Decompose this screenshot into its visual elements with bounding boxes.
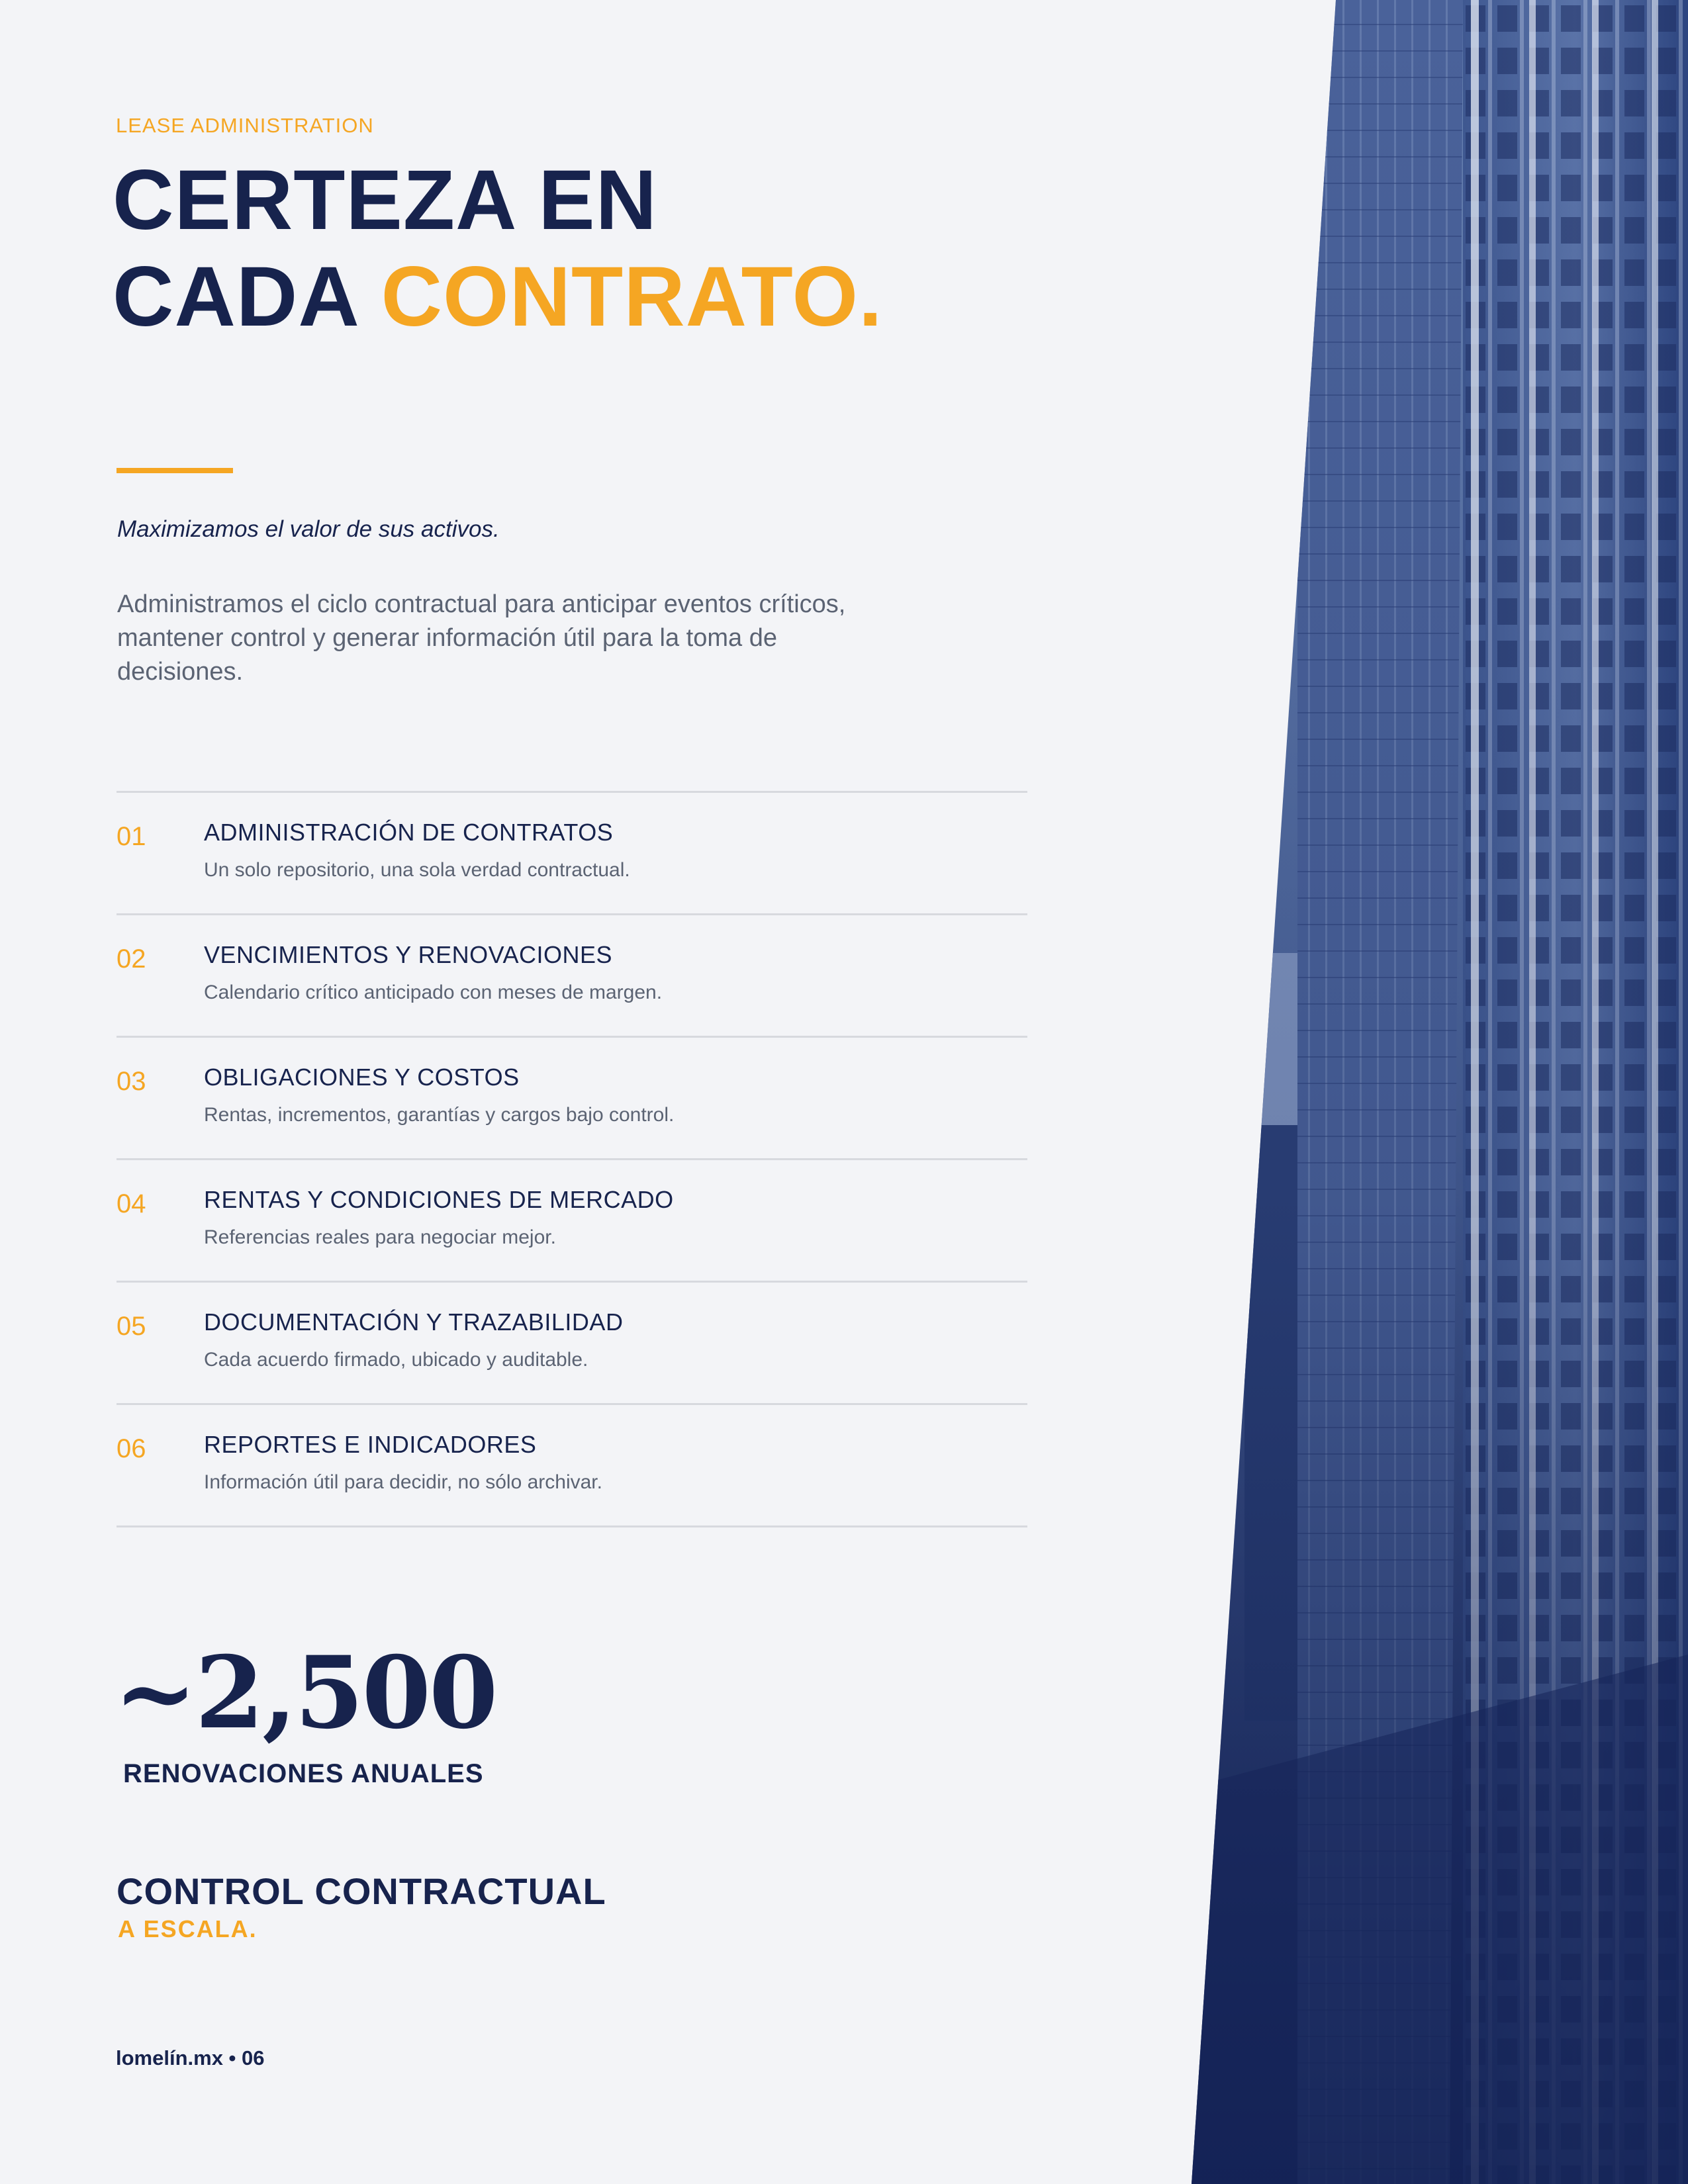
service-description: Rentas, incrementos, garantías y cargos bajo control. — [204, 1104, 675, 1126]
service-description: Referencias reales para negociar mejor. — [204, 1226, 556, 1248]
tagline: Maximizamos el valor de sus activos. — [117, 516, 500, 542]
service-item — [117, 1403, 1027, 1527]
service-item — [117, 1158, 1027, 1281]
service-title: VENCIMIENTOS Y RENOVACIONES — [204, 941, 612, 968]
intro-paragraph: Administramos el ciclo contractual para anticipar eventos críticos, mantener control y generar información útil para la toma de decisiones. — [117, 590, 846, 686]
page-footer: lomelín.mx • 06 — [116, 2046, 265, 2070]
service-title: OBLIGACIONES Y COSTOS — [204, 1064, 520, 1091]
page-headline — [113, 152, 883, 345]
service-item — [117, 791, 1027, 913]
eyebrow-label: LEASE ADMINISTRATION — [116, 114, 374, 137]
service-title: REPORTES E INDICADORES — [204, 1431, 537, 1458]
service-description: Información útil para decidir, no sólo archivar. — [204, 1471, 602, 1493]
stat-label: RENOVACIONES ANUALES — [123, 1759, 484, 1788]
service-title: RENTAS Y CONDICIONES DE MERCADO — [204, 1186, 674, 1213]
service-number: 04 — [117, 1189, 146, 1218]
service-number: 01 — [117, 822, 146, 851]
service-title: ADMINISTRACIÓN DE CONTRATOS — [204, 819, 614, 846]
claim-subheading: A ESCALA. — [118, 1915, 258, 1942]
stat-value: ~2,500 — [114, 1635, 496, 1751]
accent-divider — [117, 468, 233, 473]
service-item — [117, 913, 1027, 1036]
headline-line-1: CERTEZA EN — [113, 153, 658, 248]
service-number: 02 — [117, 944, 146, 974]
service-number: 03 — [117, 1067, 146, 1096]
service-number: 05 — [117, 1312, 146, 1341]
headline-accent: CONTRATO. — [381, 250, 883, 344]
service-item — [117, 1036, 1027, 1158]
service-description: Calendario crítico anticipado con meses de margen. — [204, 981, 663, 1003]
service-item — [117, 1281, 1027, 1403]
service-number: 06 — [117, 1434, 146, 1463]
service-description: Un solo repositorio, una sola verdad contractual. — [204, 859, 630, 881]
services-list — [117, 791, 1027, 1527]
claim-heading: CONTROL CONTRACTUAL — [117, 1870, 606, 1912]
service-description: Cada acuerdo firmado, ubicado y auditable. — [204, 1349, 588, 1371]
headline-line-2: CADA — [113, 250, 381, 344]
service-title: DOCUMENTACIÓN Y TRAZABILIDAD — [204, 1308, 624, 1336]
